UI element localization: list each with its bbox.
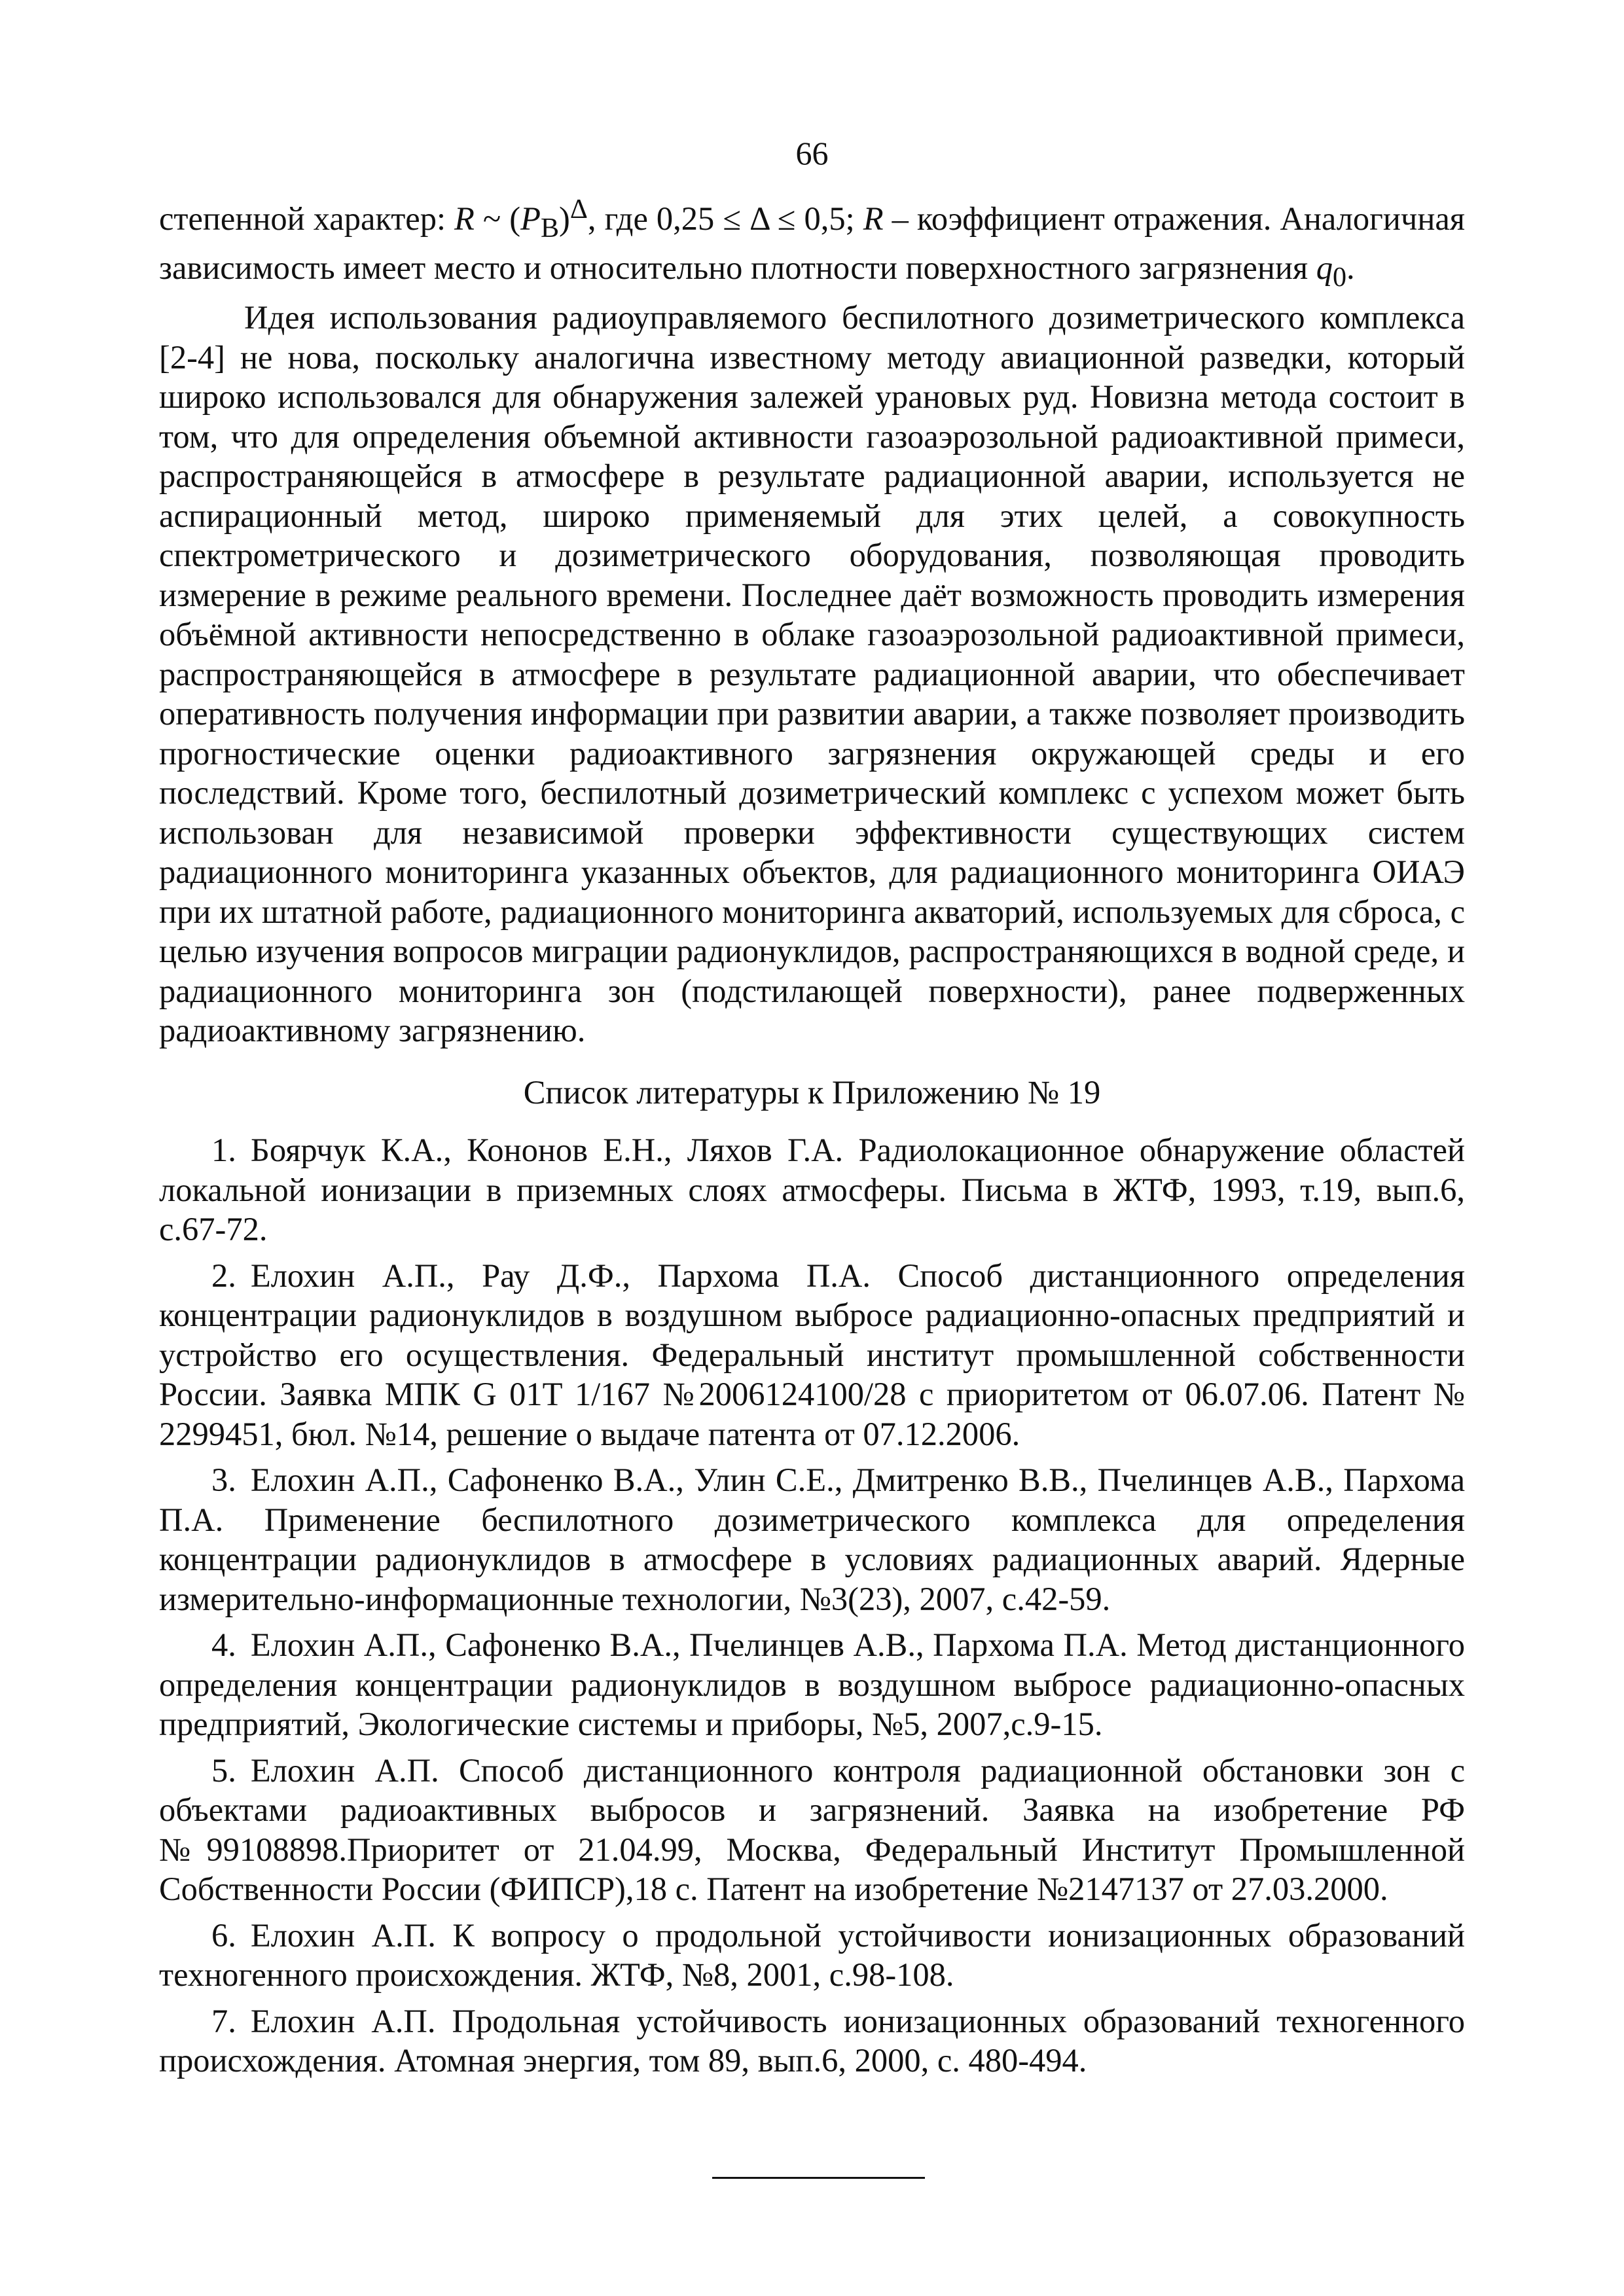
reference-item: [159, 1751, 1465, 1909]
reference-item: [159, 1130, 1465, 1249]
reference-text: Елохин А.П., Сафоненко В.А., Пчелинцев А.В., Пархома П.А. Метод дистанционного определения концентрации радионуклидов в воздушном выбросе радиационно-опасных предприятий, Экологические системы и приборы, №5, 2007,с.9-15.: [159, 1626, 1465, 1743]
formula-q: q: [1316, 249, 1333, 287]
reference-item: [159, 1256, 1465, 1454]
reference-item: [159, 2001, 1465, 2081]
formula-close: ): [559, 200, 570, 237]
references-list: [159, 1130, 1465, 2081]
formula-rest: , где 0,25 ≤ Δ ≤ 0,5;: [587, 200, 863, 237]
formula-tilde: ~ (: [474, 200, 521, 237]
reference-number: 4.: [211, 1626, 236, 1664]
reference-text: Елохин А.П. К вопросу о продольной устойчивости ионизационных образований техногенного происхождения. ЖТФ, №8, 2001, с.98-108.: [159, 1916, 1465, 1994]
footer-divider: [712, 2177, 925, 2179]
reference-text: Елохин А.П., Сафоненко В.А., Улин С.Е., Дмитренко В.В., Пчелинцев А.В., Пархома П.А. Применение беспилотного дозиметрического комплекса для определения концентрации радионуклидов в атмосфере в условиях радиационных аварий. Ядерные измерительно-информационные технологии, №3(23), 2007, с.42-59.: [159, 1462, 1465, 1617]
formula-end: .: [1346, 249, 1355, 287]
reference-number: 1.: [211, 1132, 236, 1169]
page-body: [159, 190, 1465, 2087]
reference-item: [159, 1916, 1465, 1995]
formula-tail: – коэффициент отражения. Аналогичная зависимость имеет место и относительно плотности поверхностного загрязнения: [159, 200, 1465, 287]
reference-text: Боярчук К.А., Кононов Е.Н., Ляхов Г.А. Радиолокационное обнаружение областей локальной ионизации в приземных слоях атмосферы. Письма в ЖТФ, 1993, т.19, вып.6, с.67-72.: [159, 1132, 1465, 1248]
reference-item: [159, 1625, 1465, 1744]
formula-sub-0: 0: [1333, 262, 1347, 293]
reference-item: [159, 1460, 1465, 1619]
references-heading: Список литературы к Приложению № 19: [523, 1073, 1101, 1111]
formula-prefix: степенной характер:: [159, 200, 455, 237]
reference-number: 2.: [211, 1257, 236, 1294]
reference-number: 7.: [211, 2002, 236, 2039]
formula-R: R: [454, 200, 475, 237]
reference-number: 5.: [211, 1751, 236, 1789]
reference-text: Елохин А.П., Рау Д.Ф., Пархома П.А. Способ дистанционного определения концентрации радионуклидов в воздушном выбросе радиационно-опасных предприятий и устройство его осуществления. Федеральный институт промышленной собственности России. Заявка МПК G 01T 1/167 №2006124100/28 с приоритетом от 06.07.06. Патент № 2299451, бюл. №14, решение о выдаче патента от 07.12.2006.: [159, 1257, 1465, 1452]
reference-text: Елохин А.П. Продольная устойчивость ионизационных образований техногенного происхождения. Атомная энергия, том 89, вып.6, 2000, с. 480-494.: [159, 2002, 1465, 2079]
formula-R2: R: [863, 200, 884, 237]
reference-text: Елохин А.П. Способ дистанционного контроля радиационной обстановки зон с объектами радиоактивных выбросов и загрязнений. Заявка на изобретение РФ №99108898.Приоритет от 21.04.99, Москва, Федеральный Институт Промышленной Собственности России (ФИПСР),18 с. Патент на изобретение №2147137 от 27.03.2000.: [159, 1751, 1465, 1908]
reference-number: 3.: [211, 1462, 236, 1499]
formula-P: P: [520, 200, 541, 237]
page-number: 66: [795, 135, 829, 171]
formula-paragraph: [159, 190, 1465, 298]
body-paragraph: Идея использования радиоуправляемого беспилотного дозиметрического комплекса [2-4] не нова, поскольку аналогична известному методу авиационной разведки, который широко использовался для обнаружения залежей урановых руд. Новизна метода состоит в том, что для определения объемной активности газоаэрозольной радиоактивной примеси, распространяющейся в атмосфере в результате радиационной аварии, используется не аспирационный метод, широко применяемый для этих целей, а совокупность спектрометрического и дозиметрического оборудования, позволяющая проводить измерение в режиме реального времени. Последнее даёт возможность проводить измерения объёмной активности непосредственно в облаке газоаэрозольной радиоактивной примеси, распространяющейся в атмосфере в результате радиационной аварии, что обеспечивает оперативность получения информации при развитии аварии, а также позволяет производить прогностические оценки радиоактивного загрязнения окружающей среды и его последствий. Кроме того, беспилотный дозиметрический комплекс с успехом может быть использован для независимой проверки эффективности существующих систем радиационного мониторинга указанных объектов, для радиационного мониторинга ОИАЭ при их штатной работе, радиационного мониторинга акваторий, используемых для сброса, с целью изучения вопросов миграции радионуклидов, распространяющихся в водной среде, и радиационного мониторинга зон (подстилающей поверхности), ранее подверженных радиоактивному загрязнению.: [159, 299, 1465, 1049]
formula-sub-b: В: [540, 213, 560, 243]
formula-sup-delta: Δ: [569, 194, 588, 224]
reference-number: 6.: [211, 1916, 236, 1954]
